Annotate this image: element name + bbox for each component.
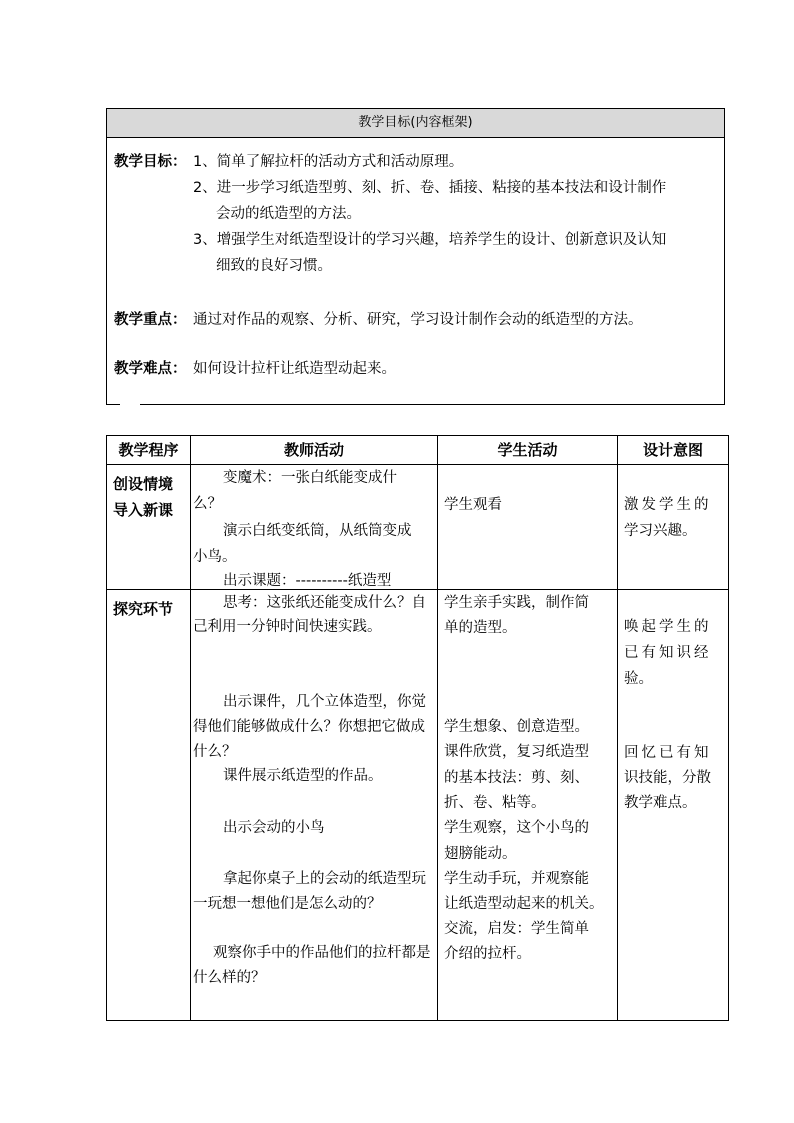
teacher-line: 出示课题：----------纸造型 (223, 573, 392, 589)
student-line: 折、卷、粘等。 (444, 795, 546, 811)
difficulty-label: 教学难点： (114, 361, 187, 377)
student-line: 的基本技法：剪、刻、 (444, 770, 589, 786)
teacher-line: 变魔术：一张白纸能变成什 (223, 470, 397, 486)
student-line: 单的造型。 (444, 620, 517, 636)
student-line: 学生观察，这个小鸟的 (444, 820, 589, 836)
goal-line: 会动的纸造型的方法。 (216, 206, 361, 222)
goal-line: 2、进一步学习纸造型剪、刻、折、卷、插接、粘接的基本技法和设计制作 (193, 180, 667, 196)
teacher-line: 什么？ (193, 744, 237, 760)
student-line: 学生想象、创意造型。 (444, 719, 589, 735)
student-line: 交流，启发：学生简单 (444, 921, 589, 937)
stage-text: 创设情境 (113, 475, 174, 493)
goal-line: 细致的良好习惯。 (216, 258, 332, 274)
intent-line: 教学难点。 (624, 795, 697, 811)
intent-line: 激发学生的 (624, 497, 712, 513)
teacher-line: 思考：这张纸还能变成什么？自 (223, 595, 426, 611)
stage-cell (107, 465, 191, 590)
student-cell (438, 465, 618, 590)
teacher-line: 出示课件，几个立体造型，你觉 (223, 694, 426, 710)
goal-line: 3、增强学生对纸造型设计的学习兴趣，培养学生的设计、创新意识及认知 (193, 232, 667, 248)
stage-text: 探究环节 (113, 600, 174, 618)
student-line: 学生亲手实践，制作简 (444, 595, 589, 611)
goal-line: 1、简单了解拉杆的活动方式和活动原理。 (193, 154, 464, 170)
teacher-line: 么？ (193, 496, 222, 512)
difficulty-text: 如何设计拉杆让纸造型动起来。 (193, 361, 396, 377)
intent-line: 识技能，分散 (624, 770, 711, 786)
teacher-line: 演示白纸变纸筒，从纸筒变成 (223, 523, 412, 539)
teacher-line: 观察你手中的作品他们的拉杆都是 (213, 945, 431, 961)
intent-line: 学习兴趣。 (624, 523, 697, 539)
table-header-row (107, 436, 729, 465)
objectives-header: 教学目标(内容框架) (107, 109, 724, 138)
intent-line: 验。 (624, 671, 653, 687)
process-table (106, 435, 729, 1021)
stage-cell (107, 590, 191, 1021)
objectives-box (106, 108, 725, 405)
teacher-line: 己利用一分钟时间快速实践。 (193, 619, 382, 635)
header-intent: 设计意图 (618, 436, 729, 465)
stage-text: 导入新课 (113, 501, 174, 519)
teacher-cell (191, 465, 438, 590)
border-gap (120, 404, 140, 407)
student-line: 课件欣赏，复习纸造型 (444, 744, 589, 760)
student-line: 学生动手玩，并观察能 (444, 871, 589, 887)
header-teacher: 教师活动 (191, 436, 438, 465)
header-student: 学生活动 (438, 436, 618, 465)
student-line: 学生观看 (444, 497, 502, 513)
teacher-line: 拿起你桌子上的会动的纸造型玩 (223, 871, 426, 887)
student-cell (438, 590, 618, 1021)
teacher-line: 出示会动的小鸟 (223, 820, 325, 836)
key-text: 通过对作品的观察、分析、研究，学习设计制作会动的纸造型的方法。 (193, 312, 643, 328)
goal-label: 教学目标： (114, 154, 187, 170)
teacher-line: 什么样的？ (193, 970, 266, 986)
student-line: 翅膀能动。 (444, 846, 517, 862)
student-line: 介绍的拉杆。 (444, 946, 531, 962)
key-label: 教学重点： (114, 312, 187, 328)
teacher-line: 得他们能够做成什么？你想把它做成 (193, 719, 425, 735)
intent-line: 唤起学生的 (624, 619, 712, 635)
intent-line: 回忆已有知 (624, 745, 712, 761)
teacher-cell (191, 590, 438, 1021)
teacher-line: 课件展示纸造型的作品。 (223, 768, 383, 784)
intent-cell (618, 590, 729, 1021)
teacher-line: 小鸟。 (193, 549, 237, 565)
teacher-line: 一玩想一想他们是怎么动的？ (193, 896, 382, 912)
intent-line: 已有知识经 (624, 645, 712, 661)
student-line: 让纸造型动起来的机关。 (444, 896, 604, 912)
intent-cell (618, 465, 729, 590)
table-row (107, 590, 729, 1021)
table-row (107, 465, 729, 590)
header-stage: 教学程序 (107, 436, 191, 465)
